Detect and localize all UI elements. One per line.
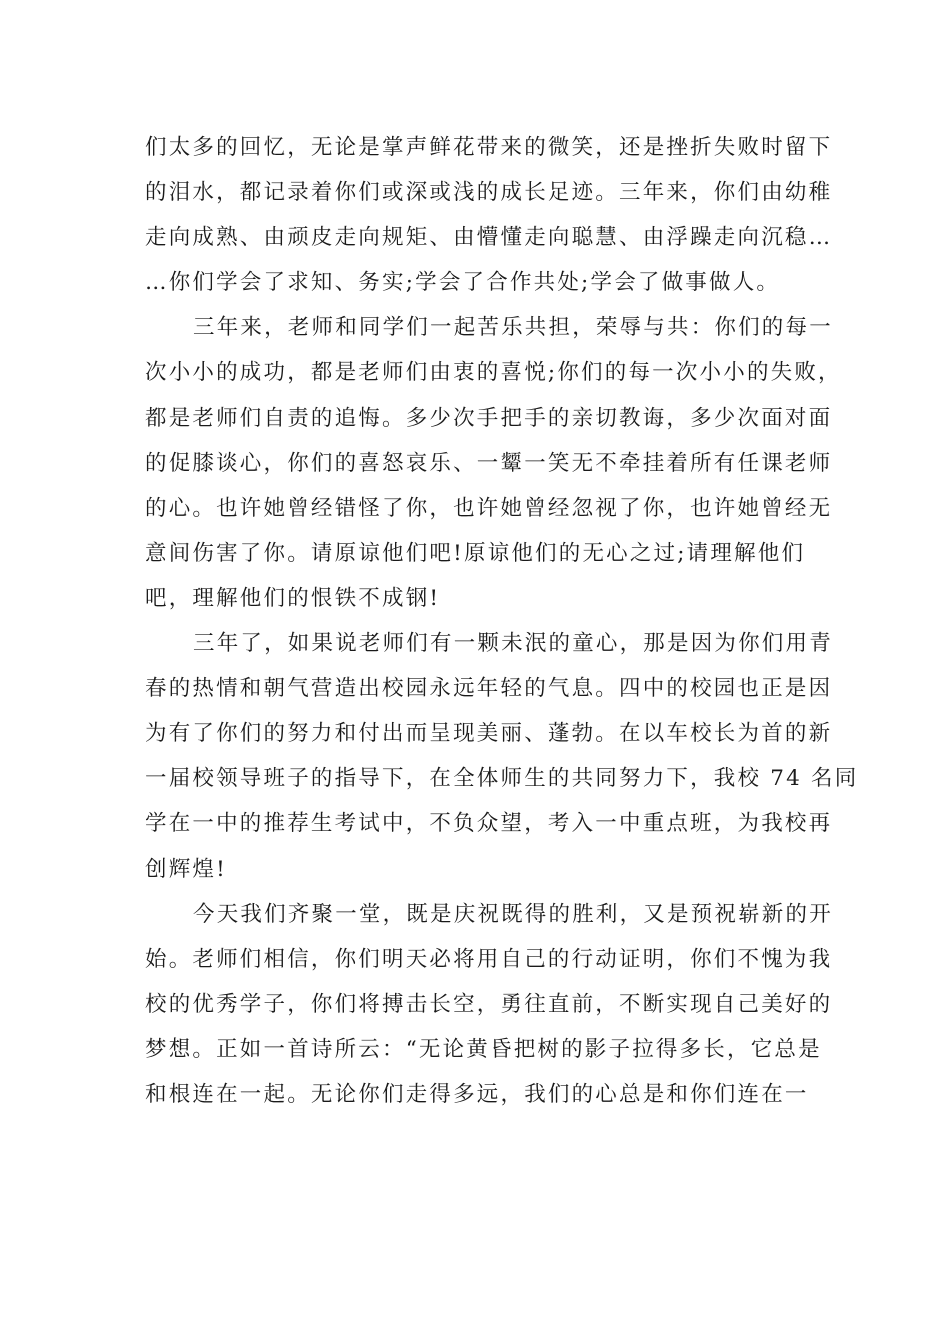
text-line: 校的优秀学子，你们将搏击长空，勇往直前，不断实现自己美好的: [145, 991, 833, 1017]
text-line: 和根连在一起。无论你们走得多远，我们的心总是和你们连在一: [145, 1081, 809, 1107]
text-line: 的促膝谈心，你们的喜怒哀乐、一颦一笑无不牵挂着所有任课老师: [145, 450, 833, 476]
text-line: …你们学会了求知、务实;学会了合作共处;学会了做事做人。: [145, 270, 781, 296]
text-line: 走向成熟、由顽皮走向规矩、由懵懂走向聪慧、由浮躁走向沉稳…: [145, 225, 833, 251]
text-line: 意间伤害了你。请原谅他们吧!原谅他们的无心之过;请理解他们: [145, 540, 806, 566]
paragraph-3: [145, 621, 859, 892]
text-line: 吧，理解他们的恨铁不成钢!: [145, 585, 441, 611]
text-line: 次小小的成功，都是老师们由衷的喜悦;你们的每一次小小的失败，: [145, 360, 842, 386]
text-line: 创辉煌!: [145, 856, 227, 882]
text-line: 春的热情和朝气营造出校园永远年轻的气息。四中的校园也正是因: [145, 676, 833, 702]
text-line: 梦想。正如一首诗所云：“无论黄昏把树的影子拉得多长，它总是: [145, 1036, 822, 1062]
paragraph-1: [145, 125, 833, 305]
text-line: 学在一中的推荐生考试中，不负众望，考入一中重点班，为我校再: [145, 811, 833, 837]
text-line: 一届校领导班子的指导下，在全体师生的共同努力下，我校 74 名同: [145, 766, 859, 792]
text-line: 三年来，老师和同学们一起苦乐共担，荣辱与共：你们的每一: [193, 315, 833, 341]
text-line: 的泪水，都记录着你们或深或浅的成长足迹。三年来，你们由幼稚: [145, 180, 833, 206]
text-line: 始。老师们相信，你们明天必将用自己的行动证明，你们不愧为我: [145, 946, 833, 972]
text-line: 今天我们齐聚一堂，既是庆祝既得的胜利，又是预祝崭新的开: [193, 901, 833, 927]
text-line: 为有了你们的努力和付出而呈现美丽、蓬勃。在以车校长为首的新: [145, 721, 833, 747]
document-body: [145, 125, 859, 1117]
paragraph-2: [145, 305, 842, 621]
text-line: 的心。也许她曾经错怪了你，也许她曾经忽视了你，也许她曾经无: [145, 495, 833, 521]
paragraph-4: [145, 892, 833, 1117]
text-line: 们太多的回忆，无论是掌声鲜花带来的微笑，还是挫折失败时留下: [145, 135, 833, 160]
text-line: 三年了，如果说老师们有一颗未泯的童心，那是因为你们用青: [193, 631, 833, 657]
text-line: 都是老师们自责的追悔。多少次手把手的亲切教诲，多少次面对面: [145, 405, 833, 431]
